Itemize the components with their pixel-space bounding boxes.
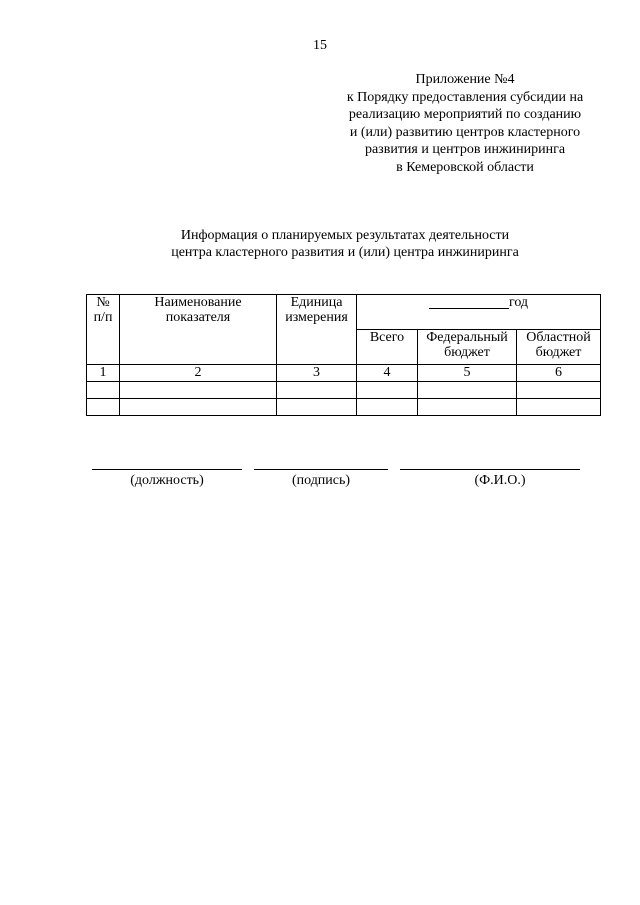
column-number: 1 bbox=[87, 365, 120, 382]
appendix-line: в Кемеровской области bbox=[396, 159, 534, 175]
table-cell bbox=[517, 382, 601, 399]
name-signature-line bbox=[400, 469, 580, 470]
appendix-line: Приложение №4 bbox=[415, 72, 515, 87]
signature-label: (подпись) bbox=[291, 473, 351, 488]
results-table bbox=[86, 294, 601, 416]
header-federal-line2: бюджет bbox=[444, 345, 490, 360]
column-number: 4 bbox=[357, 365, 418, 382]
table-cell bbox=[277, 382, 357, 399]
column-number-row bbox=[87, 365, 601, 382]
table-cell bbox=[418, 399, 517, 416]
signature-line bbox=[254, 469, 388, 470]
header-indicator bbox=[120, 295, 277, 365]
table-cell bbox=[87, 382, 120, 399]
column-number: 3 bbox=[277, 365, 357, 382]
header-federal-line1: Федеральный bbox=[426, 330, 508, 345]
table-cell bbox=[418, 382, 517, 399]
header-unit-line1: Единица bbox=[290, 295, 343, 310]
header-federal bbox=[418, 330, 517, 365]
header-indicator-line1: Наименование bbox=[154, 295, 242, 310]
table-cell bbox=[277, 399, 357, 416]
header-indicator-line2: показателя bbox=[165, 310, 231, 325]
page-number: 15 bbox=[313, 38, 327, 53]
title-line: центра кластерного развития и (или) центра инжиниринга bbox=[171, 245, 519, 260]
header-year-label: год bbox=[508, 295, 529, 310]
header-unit-line2: измерения bbox=[285, 310, 348, 325]
table-cell bbox=[87, 399, 120, 416]
table-row bbox=[87, 382, 601, 399]
table-cell bbox=[517, 399, 601, 416]
appendix-line: к Порядку предоставления субсидии на bbox=[346, 89, 584, 105]
header-year bbox=[357, 295, 601, 330]
header-total: Всего bbox=[357, 330, 418, 365]
name-label: (Ф.И.О.) bbox=[474, 473, 526, 488]
header-number-line1: № bbox=[96, 295, 110, 310]
year-blank-line bbox=[429, 295, 509, 309]
header-number bbox=[87, 295, 120, 365]
header-number-line2: п/п bbox=[93, 310, 113, 325]
appendix-line: и (или) развитию центров кластерного bbox=[349, 124, 581, 140]
header-unit bbox=[277, 295, 357, 365]
column-number: 6 bbox=[517, 365, 601, 382]
table-cell bbox=[357, 399, 418, 416]
title-line: Информация о планируемых результатах деятельности bbox=[180, 228, 510, 243]
column-number: 2 bbox=[120, 365, 277, 382]
position-label: (должность) bbox=[130, 473, 204, 488]
table-row bbox=[87, 399, 601, 416]
appendix-block bbox=[330, 71, 600, 176]
appendix-line: реализацию мероприятий по созданию bbox=[348, 107, 582, 122]
table-cell bbox=[357, 382, 418, 399]
appendix-line: развития и центров инжиниринга bbox=[364, 142, 566, 157]
header-regional bbox=[517, 330, 601, 365]
table-cell bbox=[120, 382, 277, 399]
header-regional-line1: Областной bbox=[526, 330, 591, 345]
document-title bbox=[90, 227, 600, 261]
table-cell bbox=[120, 399, 277, 416]
column-number: 5 bbox=[418, 365, 517, 382]
header-regional-line2: бюджет bbox=[535, 345, 582, 360]
position-signature-line bbox=[92, 469, 242, 470]
